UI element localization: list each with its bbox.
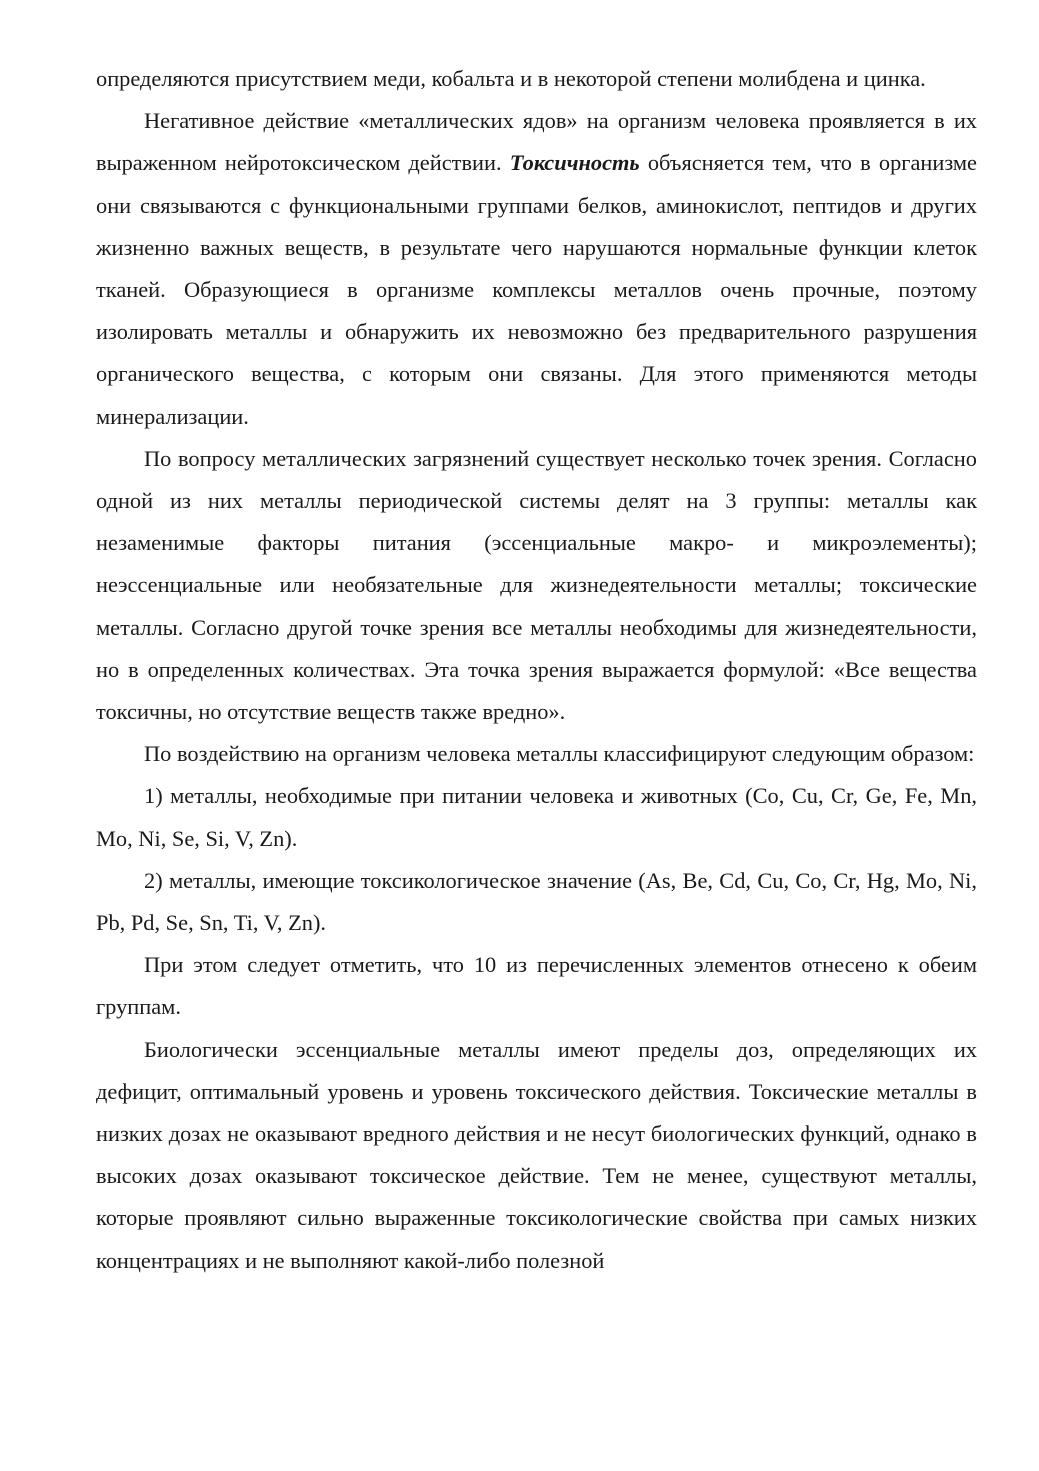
paragraph-2-text-before: Негативное действие «металлических ядов» на организм человека проявляется в их выраженном нейротоксическом действии. <box>96 108 977 176</box>
term-toxicity: Токсичность <box>509 150 640 176</box>
paragraph-4: По воздействию на организм человека металлы классифицируют следующим образом: <box>144 741 975 767</box>
paragraph-8: Биологически эссенциальные металлы имеют пределы доз, определяющих их дефицит, оптимальный уровень и уровень токсического действия. Токсические металлы в низких дозах не оказывают вредного действия и не несут биологических функций, однако в высоких дозах оказывают токсическое действие. Тем не менее, существуют металлы, которые проявляют сильно выраженные токсикологические свойства при самых низких концентрациях и не выполняют какой-либо полезной <box>96 1036 977 1273</box>
document-page <box>96 58 977 1282</box>
paragraph-3: По вопросу металлических загрязнений существует несколько точек зрения. Согласно одной из них металлы периодической системы делят на 3 группы: металлы как незаменимые факторы питания (эссенциальные макро- и микроэлементы); неэссенциальные или необязательные для жизнедеятельности металлы; токсические металлы. Согласно другой точке зрения все металлы необходимы для жизнедеятельности, но в определенных количествах. Эта точка зрения выражается формулой: «Все вещества токсичны, но отсутствие веществ также вредно». <box>96 445 977 725</box>
paragraph-7: При этом следует отметить, что 10 из перечисленных элементов отнесено к обеим группам. <box>96 952 977 1020</box>
paragraph-1: определяются присутствием меди, кобальта и в некоторой степени молибдена и цинка. <box>96 66 926 91</box>
list-item-1: 1) металлы, необходимые при питании человека и животных (Co, Cu, Cr, Ge, Fe, Mn, Mo, Ni, Se, Si, V, Zn). <box>96 783 977 851</box>
list-item-2: 2) металлы, имеющие токсикологическое значение (As, Be, Cd, Cu, Co, Cr, Hg, Mo, Ni, Pb, Pd, Se, Sn, Ti, V, Zn). <box>96 867 977 936</box>
paragraph-2 <box>96 100 977 438</box>
paragraph-2-text-after: объясняется тем, что в организме они связываются с функциональными группами белков, аминокислот, пептидов и других жизненно важных веществ, в результате чего нарушаются нормальные функции клеток тканей. Образующиеся в организме комплексы металлов очень прочные, поэтому изолировать металлы и обнаружить их невозможно без предварительного разрушения органического вещества, с которым они связаны. Для этого применяются методы минерализации. <box>96 150 978 429</box>
